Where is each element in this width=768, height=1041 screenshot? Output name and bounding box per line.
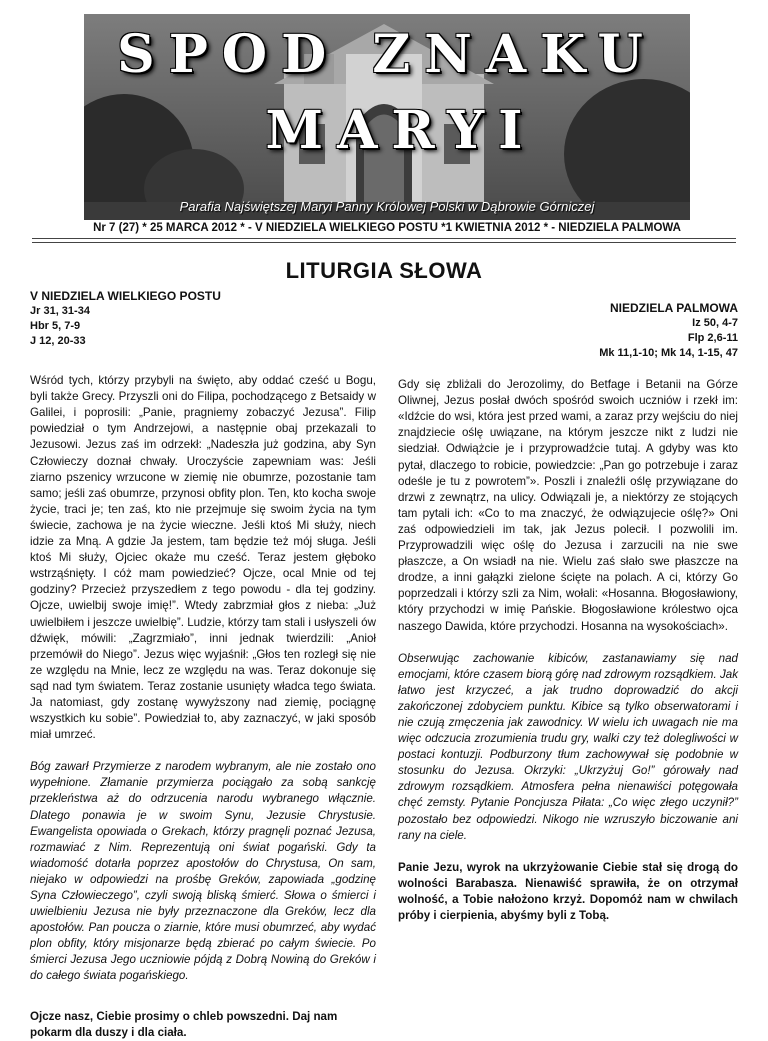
right-prayer: Panie Jezu, wyrok na ukrzyżowanie Ciebie stał się drogą do wolności Barabasza. Nienawiść sprawiła, że on otrzymał wolność, a Tobie nałożono krzyż. Dopomóż nam w chwilach próby i cierpienia, abyśmy byli z Tobą.: [398, 860, 738, 922]
parish-name: Parafia Najświętszej Maryi Panny Królowej Polski w Dąbrowie Górniczej: [179, 199, 595, 214]
reading-reference: Flp 2,6-11: [687, 332, 738, 345]
left-sunday-name: V NIEDZIELA WIELKIEGO POSTU: [30, 289, 221, 303]
right-sunday-name: NIEDZIELA PALMOWA: [610, 301, 738, 315]
reading-reference: Hbr 5, 7-9: [30, 320, 81, 333]
left-gospel-text: Wśród tych, którzy przybyli na święto, aby oddać cześć u Bogu, byli także Grecy. Przyszli oni do Filipa, pochodzącego z Betsaidy w Galilei, i poprosili: „Panie, pragniemy zobaczyć Jezusa”. Filip powiedział o tym Andrzejowi, a następnie obaj przekazali to Jezusowi. Jezus zaś im odrzekł: „Nadeszła już godzina, aby Syn Człowieczy doznał chwały. Uroczyście zapewniam was: Jeśli ziarno pszenicy wrzucone w ziemię nie obumrze, pozostanie tam samo; jeśli zaś obumrze, przynosi obfity plon. Ten, kto kocha swoje życie, traci je; ten zaś, kto nie przejmuje się swoim życia na tym świecie, zachowa je na życie wieczne. Jeśli ktoś Mi służy, niech idzie za Mną. A gdzie Ja jestem, tam będzie też mój sługa. Jeśli ktoś Mi służy, Ojciec okaże mu cześć. Teraz jestem głęboko wstrząśnięty. I cóż mam powiedzieć? Ojcze, ocal Mnie od tej godziny? Przecież przyszedłem z tego powodu - dla tej godziny. Ojcze, uwielbij swoje imię!”. Wtedy zabrzmiał głos z nieba: „Już uwielbiłem i jeszcze uwielbię”. Ludzie, którzy tam stali i usłyszeli ów dźwięk, mówili: „Zagrzmiało”, inni jednak twierdzili: „Anioł przemówił do Niego”. Jezus więc wyjaśnił: „Głos ten rozległ się nie ze względu na Mnie, lecz ze względu na was. Teraz dokonuje się sąd nad tym światem. Teraz zostanie usunięty władca tego świata. Ja natomiast, gdy zostanę wywyższony nad ziemię, pociągnę wszystkich ku sobie”. Powiedział to, aby zaznaczyć, w jaki sposób miał umrzeć.: [30, 374, 377, 742]
divider: [32, 238, 736, 243]
left-column: [30, 288, 376, 1041]
page-title: LITURGIA SŁOWA: [285, 258, 483, 283]
reading-reference: J 12, 20-33: [30, 335, 86, 348]
masthead-banner: [84, 14, 690, 220]
left-prayer: Ojcze nasz, Ciebie prosimy o chleb powszedni. Daj nam pokarm dla duszy i dla ciała.: [30, 1009, 338, 1039]
right-column: [398, 288, 738, 924]
newsletter-title-line-2: MARYI: [265, 100, 537, 161]
reading-reference: Mk 11,1-10; Mk 14, 1-15, 47: [599, 347, 738, 360]
left-commentary: Bóg zawarł Przymierze z narodem wybranym, ale nie zostało ono wypełnione. Złamanie przymierza pociągało za sobą sankcję przekleństwa aż do odrzucenia narodu wybranego włącznie. Dlatego ponawia je w swoim Synu, Jezusie Chrystusie. Ewangelista opowiada o Grekach, którzy pragnęli poznać Jezusa, rozmawiać z Nim. Reprezentują oni świat pogański. Gdy ta wiadomość dotarła poprzez apostołów do Chrystusa, On sam, niejako w odpowiedzi na prośbę Greków, zapowiada „godzinę Syna Człowieczego”, czyli swoją bliską śmierć. Słowa o śmierci i uwielbieniu Jezusa nie były przeznaczone dla Greków, lecz dla apostołów. Pan poucza o ziarnie, które musi obumrzeć, aby wydać plon obfity, który misjonarze będą zbierać po całym świecie. Po śmierci Jezusa Jego uczniowie pójdą z Dobrą Nowiną do Greków i do całego świata pogańskiego.: [30, 760, 376, 983]
right-gospel-text: Gdy się zbliżali do Jerozolimy, do Betfage i Betanii na Górze Oliwnej, Jezus posłał dwóch spośród swoich uczniów i rzekł im: «Idźcie do wsi, która jest przed wami, a zaraz przy wejściu do niej znajdziecie oślę uwiązane, na którym jeszcze nikt z ludzi nie siedział. Odwiążcie je i przyprowadźcie tutaj. A gdyby was kto pytał, dlaczego to robicie, powiedzcie: „Pan go potrzebuje i zaraz odeśle je tu z powrotem”». Poszli i znaleźli oślę przywiązane do drzwi z zewnątrz, na ulicy. Odwiązali je, a niektórzy ze stojących tam pytali ich: «Co to ma znaczyć, że odwiązujecie oślę?» Oni zaś odpowiedzieli im tak, jak Jezus polecił. I pozwolili im. Przyprowadzili więc oślę do Jezusa i zarzucili na nie swe płaszcze, a On wsiadł na nie. Wielu zaś słało swe płaszcze na drodze, a inni gałązki zielone ścięte na polach. A ci, którzy Go poprzedzali i którzy szli za Nim, wołali: «Hosanna. Błogosławiony, który przychodzi w imię Pańskie. Błogosławione królestwo ojca naszego Dawida, które przychodzi. Hosanna na wysokościach».: [398, 378, 738, 633]
right-header: [398, 300, 738, 361]
reading-reference: Iz 50, 4-7: [692, 317, 738, 330]
newsletter-title-line-1: SPOD ZNAKU: [117, 24, 657, 85]
reading-reference: Jr 31, 31-34: [30, 305, 90, 318]
right-commentary: Obserwując zachowanie kibiców, zastanawiamy się nad emocjami, które czasem biorą górę nad zdrowym rozsądkiem. Jak łatwo jest krzyczeć, a jak trudno doprowadzić do akcji zakończonej zdobyciem punktu. Kibice są tylko obserwatorami i nie czują zmęczenia jak zawodnicy. W wielu ich uwagach nie ma więc odczucia zrozumienia trudu gry, walki czy też dolegliwości w postaci kontuzji. Podburzony tłum zachowywał się podobnie w stosunku do Jezusa. Okrzyki: „Ukrzyżuj Go!” górowały nad zdrowym rozsądkiem. Atmosfera pełna nienawiści potęgowała chęć zemsty. Pytanie Poncjusza Piłata: „Co więc złego uczynił?” pozostało bez odpowiedzi. Nikogo nie wzruszyło biczowanie ani rany na ciele.: [398, 651, 738, 842]
issue-line: Nr 7 (27) * 25 MARCA 2012 * - V NIEDZIELA WIELKIEGO POSTU *1 KWIETNIA 2012 * - NIEDZIELA PALMOWA: [93, 222, 681, 234]
